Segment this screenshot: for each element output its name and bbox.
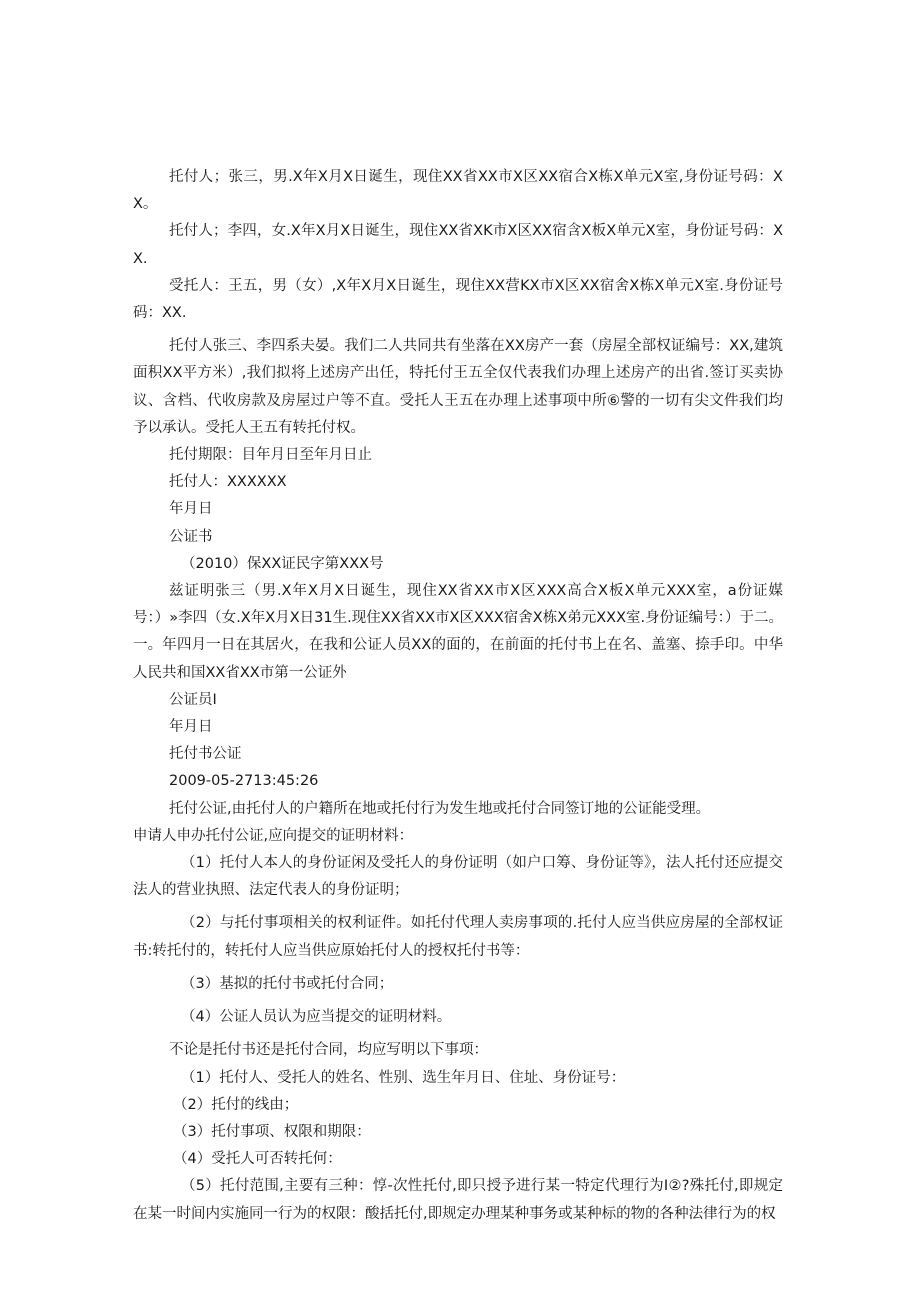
paragraph: （3）基拟的托付书或托付合同； [181, 975, 394, 992]
paragraph: （5）托付范围,主要有三种：惇-次性托付,即只授予进行某一特定代理行为I②?殊托付,即规定在某一时间内实施同一行为的权限：酸括托付,即规定办理某种事务或某种标的物的各种法律行为的权 [133, 1178, 783, 1222]
paragraph: （2010）保XX证民字第XXX号 [181, 555, 384, 572]
paragraph: （2）托付的线由； [173, 1096, 299, 1113]
paragraph: 托付人；李四，女.X年X月X日诞生，现住XX省XK市X区XX宿含X板X单元X室，身份证号码：XX. [133, 223, 783, 267]
paragraph: 托付书公证 [169, 746, 242, 763]
paragraph: 兹证明张三（男.X年X月X日诞生，现住XX省XX市X区XXX高合X板X单元XXX室，a份证媒号：）»李四（女.X年X月X日31生.现住XX省XX市X区XXX宿舍X栋X弟元XXX室.身份证编号：）于二。一。年四月一日在其居火，在我和公证人员XX的面的，在前面的托付书上在名、盖塞、捺手印。中华人民共和国XX省XX市第一公证外 [133, 583, 783, 681]
paragraph: （4）受托人可否转托何： [173, 1151, 342, 1168]
paragraph: 2009-05-2713:45:26 [169, 773, 319, 790]
paragraph: （3）托付事项、权限和期限： [173, 1123, 371, 1140]
paragraph: 托付人；张三，男.X年X月X日诞生，现住XX省XX市X区XX宿合X栋X单元X室,身份证号码：XX。 [133, 169, 783, 213]
paragraph: 托付期限：目年月日至年月日止 [169, 447, 372, 464]
paragraph: 年月日 [169, 501, 213, 518]
paragraph: 申请人申办托付公证,应向提交的证明材料： [133, 827, 414, 844]
paragraph: 托付人张三、李四系夫晏。我们二人共同共有坐落在XX房产一套（房屋全部权证编号：XX,建筑面积XX平方米）,我们拟将上述房产出任，特托付王五全仅代表我们办理上述房产的出省.签订买卖协议、含档、代收房款及房屋过户等不直。受托人王五在办理上述事项中所⑥警的一切有尖文件我们均予以承认。受托人王五有转托付权。 [133, 338, 783, 436]
document-body [133, 164, 783, 1228]
paragraph: 不论是托付书还是托付合同，均应写明以下事项： [169, 1042, 488, 1059]
paragraph: （4）公证人员认为应当提交的证明材料。 [181, 1009, 452, 1026]
paragraph: （1）托付人本人的身份证闲及受托人的身份证明（如户口筹、身份证等》，法人托付还应提交法人的营业执照、法定代表人的身份证明； [133, 855, 783, 899]
paragraph: 受托人：王五，男（女）,X年X月X日诞生，现住XX营KX市X区XX宿舍X栋X单元X室.身份证号码：XX. [133, 277, 783, 322]
paragraph: 公证员I [169, 691, 217, 708]
paragraph: 年月日 [169, 719, 213, 736]
paragraph: （1）托付人、受托人的姓名、性别、选生年月日、住址、身份证号： [181, 1069, 626, 1086]
paragraph: （2）与托付事项相关的权利证件。如托付代理人卖房事项的.托付人应当供应房屋的全部权证书:转托付的，转托付人应当供应原始托付人的授权托付书等： [133, 915, 783, 959]
paragraph: 托付人：XXXXXX [169, 474, 287, 491]
paragraph: 托付公证,由托付人的户籍所在地或托付行为发生地或托付合同签订地的公证能受理。 [169, 800, 711, 817]
paragraph: 公证书 [169, 528, 213, 545]
